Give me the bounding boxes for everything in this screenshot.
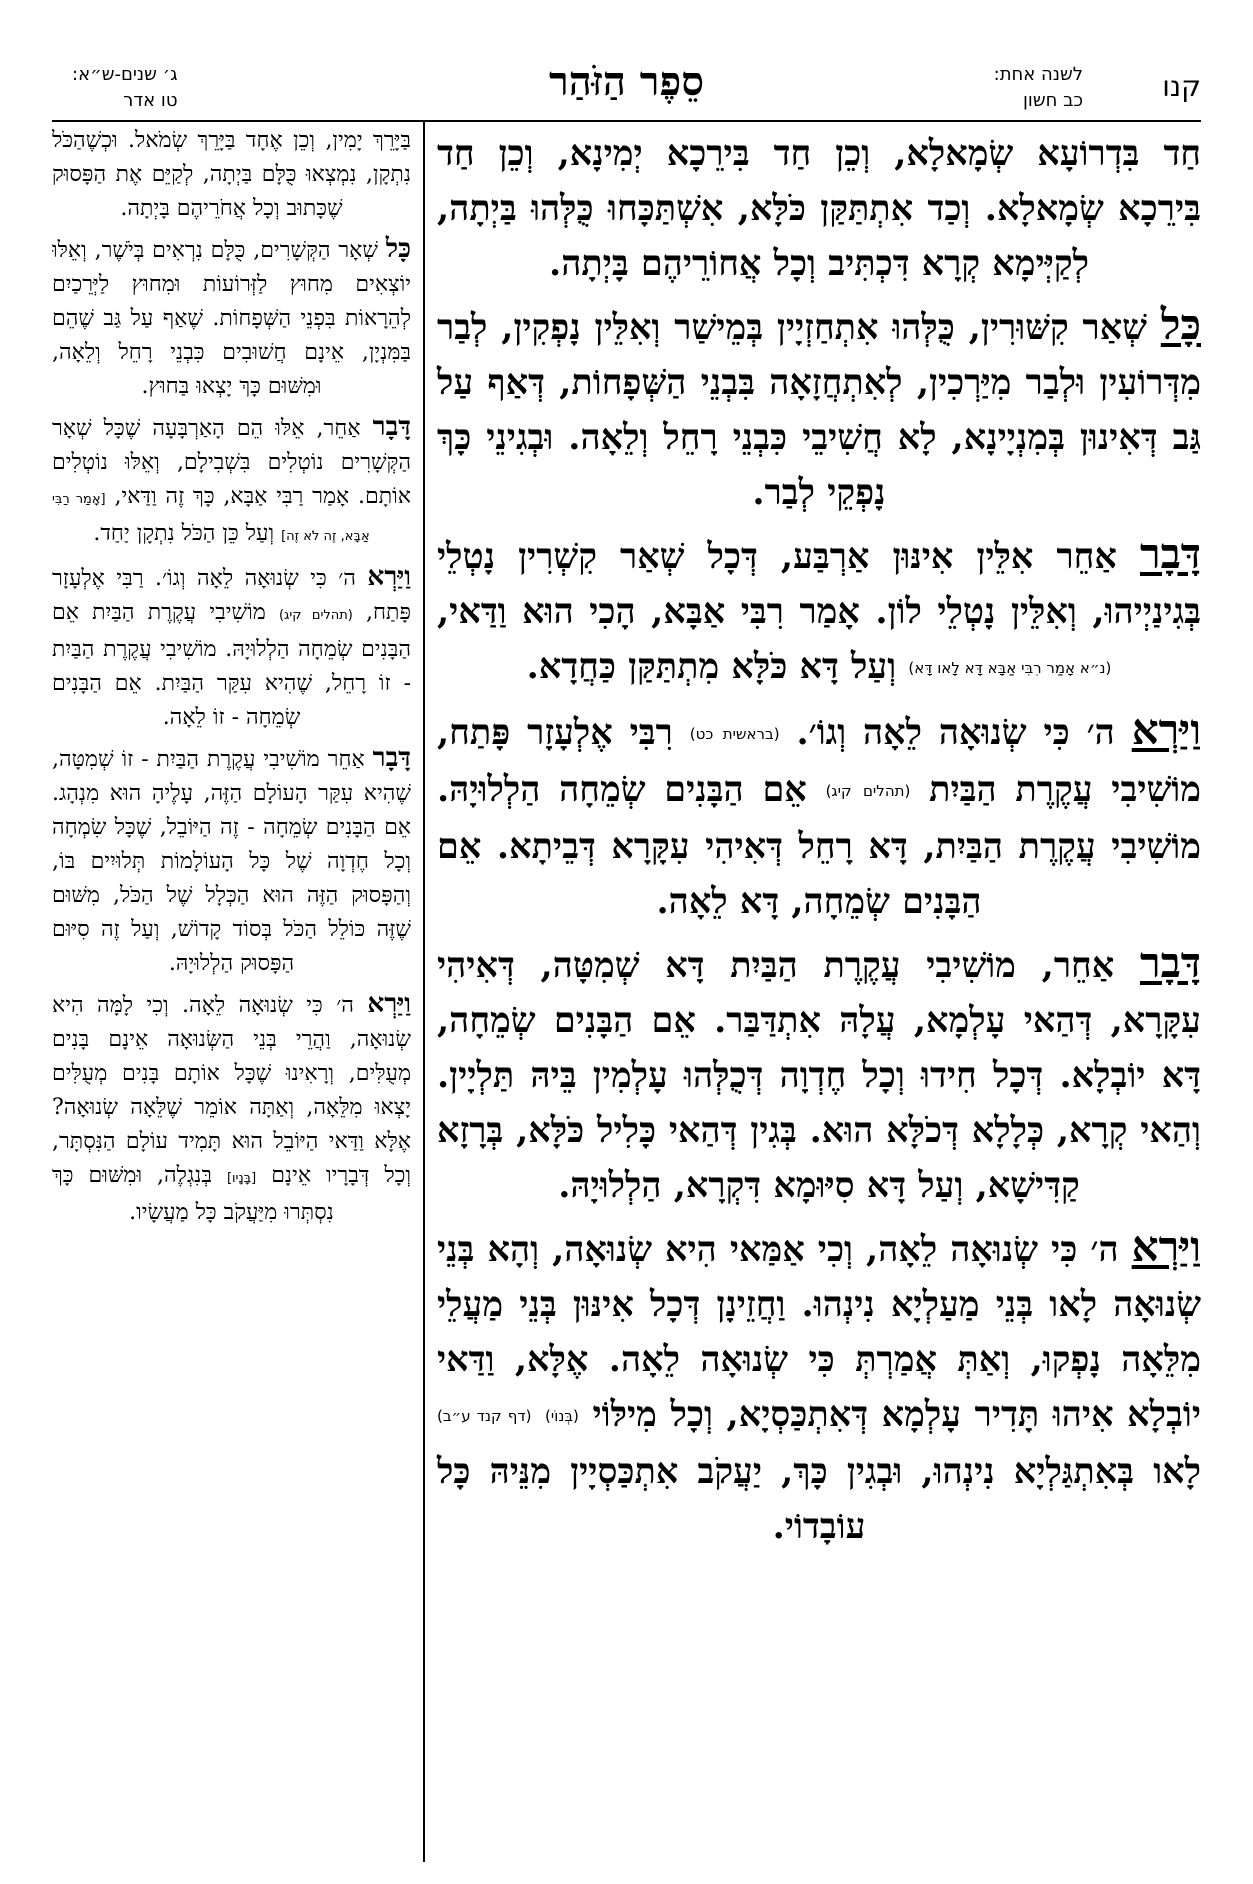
text-columns bbox=[52, 122, 1201, 1862]
side-paragraph-3 bbox=[52, 410, 411, 554]
book-title: סֵפֶר הַזֹּהַר bbox=[549, 58, 704, 105]
paragraph-opener: וַיַּרְא bbox=[1131, 1222, 1201, 1271]
header-divider bbox=[52, 120, 1201, 122]
paragraph-opener: וַיַּרְא bbox=[367, 988, 411, 1019]
hebrew-translation-column bbox=[52, 122, 423, 1862]
main-paragraph-3 bbox=[437, 526, 1201, 696]
variant-reading-note: [בָּנָיו] bbox=[226, 1171, 257, 1186]
paragraph-body-cont: וְעַל כֵּן הַכֹּל נִתְקָן יַחַד. bbox=[93, 521, 275, 546]
paragraph-body: ה׳ כִּי שְׂנוּאָה לֵאָה, וְכִי אַמַּאי הִיא שְׂנוּאָה, וְהָא בְּנֵי שְׂנוּאָה לָאו בְּנֵי מַעַלְיָא נִינְהוּ. וַחֲזֵינָן דְּכָל אִינּוּן בְּנֵי מַעֲלֵי מִלֵּאָה נָפְקוּ, וְאַתְּ אֲמַרְתְּ כִּי שְׂנוּאָה לֵאָה. אֶלָּא, וַדַּאי יוֹבְלָא אִיהוּ תָּדִיר עָלְמָא דְּאִתְכַּסְיָא, וְכָל מִילּוֹי bbox=[437, 1229, 1201, 1435]
page-number: קנו bbox=[1162, 70, 1201, 103]
paragraph-body-cont: לָאו בְּאִתְגַּלְיָא נִינְהוּ, וּבְגִין כָּךְ, יַעֲקֹב אִתְכַּסְיָין מִנֵּיהּ כָּל עוֹבָדוֹי. bbox=[437, 1451, 1201, 1547]
side-paragraph-4 bbox=[52, 560, 411, 735]
paragraph-opener: דָּבָר bbox=[372, 742, 411, 773]
paragraph-opener: דָּבָר bbox=[1139, 529, 1201, 578]
paragraph-opener: וַיַּרְא bbox=[367, 561, 411, 592]
source-reference: (תהלים קיג) bbox=[278, 608, 353, 623]
variant-reading-note: (נ״א אָמַר רִבִּי אַבָּא דָּא לָאו דָּא) bbox=[908, 659, 1112, 677]
paragraph-body: שְׁאָר הַקְּשָׁרִים, כֻּלָּם נִרְאִים בְּיֹשֶׁר, וְאֵלּוּ יוֹצְאִים מִחוּץ לַזְּרוֹעוֹת וּמִחוּץ לַיְּרֵכַיִם לְהֵרָאוֹת בִּפְנֵי הַשְּׁפָחוֹת. שֶׁאַף עַל גַּב שֶׁהֵם בַּמִּנְיָן, אֵינָם חֲשׁוּבִים כִּבְנֵי רָחֵל וְלֵאָה, וּמִשּׁוּם כָּךְ יָצְאוּ בַּחוּץ. bbox=[52, 238, 411, 399]
side-paragraph-6 bbox=[52, 987, 411, 1230]
main-paragraph-1: חַד בִּדְרוֹעָא שְׂמָאלָא, וְכֵן חַד בִּירֵכָא יְמִינָא, וְכֵן חַד בִּירֵכָא שְׂמָאלָא. וְכַד אִתְתַּקַּן כֹּלָּא, אִשְׁתַּכָּחוּ כֻּלְּהוּ בַּיְתָה, לְקַיְּימָא קְרָא דִּכְתִּיב וְכָל אֲחוֹרֵיהֶם בָּיְתָה. bbox=[437, 133, 1201, 284]
paragraph-body-cont: אֵם הַבָּנִים שְׂמֵחָה הַלְלוּיָהּ. מוֹשִׁיבִי עֲקֶרֶת הַבַּיִת, דָּא רָחֵל דְּאִיהִי עִקָּרָא דְּבֵיתָא. אֵם הַבָּנִים שְׂמֵחָה, דָּא לֵאָה. bbox=[437, 769, 1201, 922]
main-paragraph-6 bbox=[437, 1219, 1201, 1554]
paragraph-opener: כָּל bbox=[1160, 300, 1201, 349]
main-paragraph-4 bbox=[437, 702, 1201, 929]
variant-reading-note: [אָמַר רַבִּי אַבָּא, זֶה לֹא זֶה] bbox=[52, 492, 370, 544]
paragraph-body-cont: וְעַל דָּא כֹּלָּא מִתְתַּקַּן כַּחֲדָא. bbox=[526, 646, 897, 687]
side-paragraph-1: בַּיָּרֵךְ יָמִין, וְכֵן אֶחָד בַּיָּרֵךְ שְׂמֹאל. וּכְשֶׁהַכֹּל נִתְקָן, נִמְצְאוּ כֻּלָּם בַּיְתָה, לְקַיֵּם אֶת הַפָּסוּק שֶׁכָּתוּב וְכָל אֲחֹרֵיהֶם בָּיְתָה. bbox=[52, 128, 411, 221]
years-date: טו אדר bbox=[123, 90, 178, 111]
paragraph-body-cont: רִבִּי אֶלְעָזָר פָּתַח, מוֹשִׁיבִי עֲקֶרֶת הַבַּיִת bbox=[437, 712, 1201, 810]
paragraph-body: אַחֵר מוֹשִׁיבִי עֲקֶרֶת הַבַּיִת - זוֹ שְׁמִטָּה, שֶׁהִיא עִקַּר הָעוֹלָם הַזֶּה, עָלֶיהָ הוּא מִנְהָג. אֵם הַבָּנִים שְׂמֵחָה - זֶה הַיּוֹבֵל, שֶׁכָּל שִׂמְחָה וְכָל חֶדְוָה שֶׁל כָּל הָעוֹלָמוֹת תְּלוּיִים בּוֹ, וְהַפָּסוּק הַזֶּה הוּא הַכְּלָל שֶׁל הַכֹּל, מִשּׁוּם שֶׁזֶּה כּוֹלֵל הַכֹּל בְּסוֹד קָדוֹשׁ, וְעַל זֶה סִיּוּם הַפָּסוּק הַלְלוּיָהּ. bbox=[52, 747, 411, 976]
main-paragraph-5 bbox=[437, 935, 1201, 1213]
reading-date: כב חשון bbox=[1023, 90, 1083, 111]
paragraph-body: אַחֵר אִלֵּין אִינּוּן אַרְבַּע, דְּכָל שְׁאַר קִשְׁרִין נָטְלֵי בְּגִינַיְיהוּ, וְאִלֵּין נָטְלֵי לוֹן. אָמַר רִבִּי אַבָּא, הָכִי הוּא וַדַּאי, bbox=[437, 536, 1201, 632]
paragraph-opener: דָּבָר bbox=[372, 411, 411, 442]
paragraph-body-cont: בְּנִגְלֶה, וּמִשּׁוּם כָּךְ נִסְתְּרוּ מִיַּעֲקֹב כָּל מַעֲשָׂיו. bbox=[52, 1163, 334, 1225]
reading-cycle-label: לשנה אחת: bbox=[993, 64, 1083, 85]
paragraph-opener: כָּל bbox=[385, 233, 411, 264]
paragraph-body: שְׁאַר קִשּׁוּרִין, כֻּלְּהוּ אִתְחַזְיָין בְּמֵישַׁר וְאִלֵּין נָפְקִין, לְבַר מִדְּרוֹעִין וּלְבַר מִיַּרְכִין, לְאִתְחֲזָאָה בִּבְנֵי הַשְּׁפָחוֹת, דְּאַף עַל גַּב דְּאִינוּן בְּמִנְיָינָא, לָא חֲשִׁיבֵי כִּבְנֵי רָחֵל וְלֵאָה. וּבְגִינֵי כָּךְ נָפְקֵי לְבַר. bbox=[437, 307, 1201, 513]
paragraph-body: אַחֵר, אֵלּוּ הֵם הָאַרְבָּעָה שֶׁכָּל שְׁאָר הַקְּשָׁרִים נוֹטְלִים בִּשְׁבִילָם, וְאֵלּוּ נוֹטְלִים אוֹתָם. אָמַר רַבִּי אַבָּא, כָּךְ זֶה וַדַּאי, bbox=[52, 416, 411, 509]
aramaic-main-column bbox=[423, 122, 1201, 1862]
paragraph-body: ה׳ כִּי שְׂנוּאָה לֵאָה וְגוֹ׳. רַבִּי אֶלְעָזָר פָּתַח, bbox=[52, 566, 412, 625]
three-year-schedule bbox=[72, 62, 178, 114]
folio-reference: (דף קנד ע״ב) bbox=[437, 1407, 532, 1425]
paragraph-body: ה׳ כִּי שְׂנוּאָה לֵאָה וְגוֹ׳. bbox=[796, 712, 1115, 753]
side-paragraph-5 bbox=[52, 741, 411, 981]
paragraph-opener: וַיַּרְא bbox=[1131, 705, 1201, 754]
variant-reading-note: (בְּנוֹי) bbox=[545, 1407, 579, 1425]
paragraph-opener: דָּבָר bbox=[1139, 938, 1201, 987]
page-header bbox=[52, 58, 1201, 122]
paragraph-body: אַחֵר, מוֹשִׁיבִי עֲקֶרֶת הַבַּיִת דָּא שְׁמִטָּה, דְּאִיהִי עִקָּרָא, דְּהַאי עָלְמָא, עֲלָהּ אִתְדַּבַּר. אֵם הַבָּנִים שְׂמֵחָה, דָּא יוֹבְלָא. דְּכָל חִידוּ וְכָל חֶדְוָה דְּכֻלְּהוּ עָלְמִין בֵּיהּ תַּלְיָין. וְהַאי קְרָא, כְּלָלָא דְּכֹלָּא הוּא. בְּגִין דְּהַאי כָּלִיל כֹּלָּא, בְּרָזָא קַדִּישָׁא, וְעַל דָּא סִיּוּמָא דִּקְרָא, הַלְלוּיָהּ. bbox=[437, 945, 1201, 1206]
paragraph-body: ה׳ כִּי שְׂנוּאָה לֵאָה. וְכִי לָמָּה הִיא שְׂנוּאָה, וַהֲרֵי בְּנֵי הַשְּׂנוּאָה אֵינָם בָּנִים מְעֻלִּים, וְרָאִינוּ שֶׁכָּל אוֹתָם בָּנִים מְעֻלִּים יָצְאוּ מִלֵּאָה, וְאַתָּה אוֹמֵר שֶׁלֵּאָה שְׂנוּאָה? אֶלָּא וַדַּאי הַיּוֹבֵל הוּא תָּמִיד עוֹלָם הַנִּסְתָּר, וְכָל דְּבָרָיו אֵינָם bbox=[52, 993, 411, 1188]
paragraph-body-cont: מוֹשִׁיבִי עֲקֶרֶת הַבַּיִת אֵם הַבָּנִים שְׂמֵחָה הַלְלוּיָהּ. מוֹשִׁיבִי עֲקֶרֶת הַבַּיִת - זוֹ רָחֵל, שֶׁהִיא עִקַּר הַבַּיִת. אֵם הַבָּנִים שְׂמֵחָה - זוֹ לֵאָה. bbox=[52, 600, 411, 730]
source-reference: (תהלים קיג) bbox=[825, 782, 911, 800]
main-paragraph-2 bbox=[437, 297, 1201, 520]
source-reference: (בראשית כט) bbox=[689, 725, 780, 743]
years-cycle-label: ג׳ שנים-ש״א: bbox=[72, 64, 178, 85]
side-paragraph-2 bbox=[52, 232, 411, 404]
